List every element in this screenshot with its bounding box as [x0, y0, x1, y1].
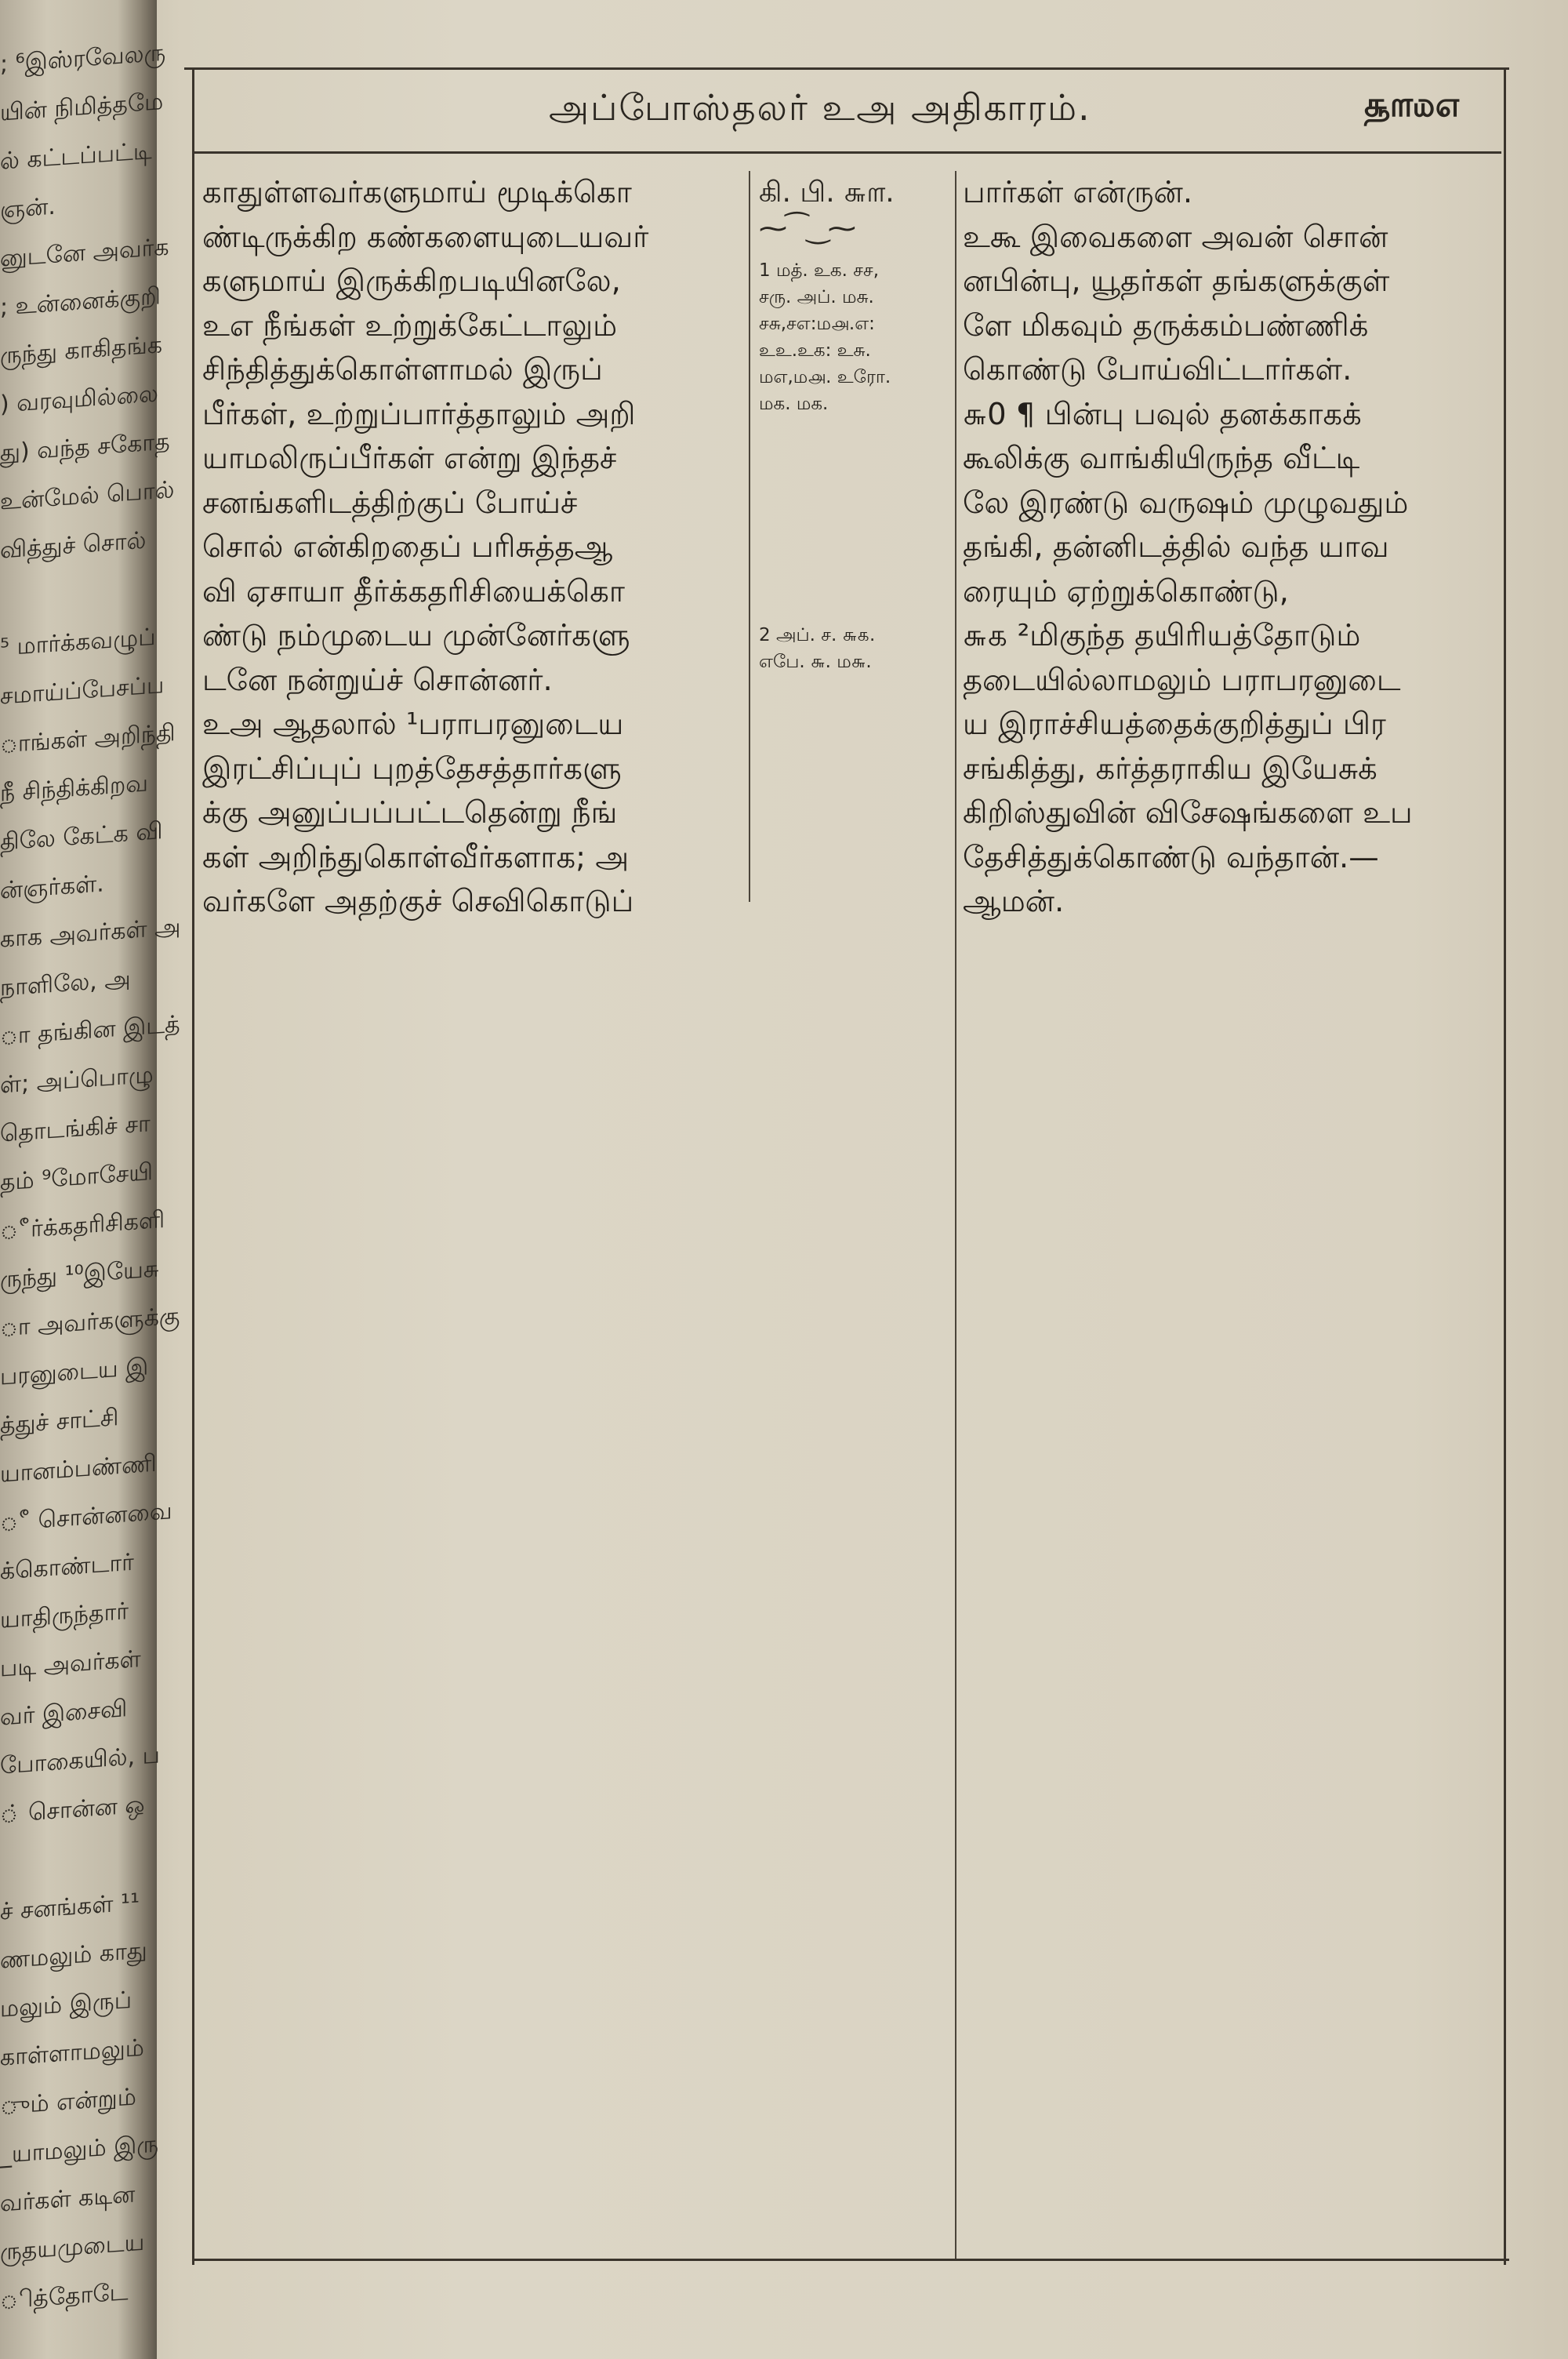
gutter-text-line: ணமலும் காது	[0, 1936, 147, 1975]
gutter-text-line: ருதயமுடைய	[0, 2228, 145, 2266]
gutter-text-line: னுடனே அவர்க	[0, 233, 169, 273]
gutter-text-line: யின் நிமித்தமே	[0, 88, 164, 127]
text-line: உகூ இவைகளை அவன் சொன்	[963, 219, 1388, 255]
text-line: கிறிஸ்துவின் விசேஷங்களை உப	[963, 795, 1413, 831]
right-text-column	[963, 171, 1500, 925]
text-line: பீர்கள், உற்றுப்பார்த்தாலும் அறி	[202, 396, 636, 432]
text-line: க்கு அனுப்பப்பட்டதென்று நீங்	[202, 795, 618, 831]
gutter-text-line: ா தங்கின இடத்	[0, 1010, 180, 1051]
gutter-text-line: வர்கள் கடின	[0, 2180, 136, 2218]
text-line: பார்கள் என்ருன்.	[963, 175, 1193, 210]
text-line: உஎ நீங்கள் உற்றுக்கேட்டாலும்	[202, 307, 618, 343]
text-line: கள் அறிந்துகொள்வீர்களாக; அ	[202, 839, 630, 875]
cross-reference-line: 2 அப். ச. ௬௧.	[759, 625, 876, 645]
gutter-text-line: ள்; அப்பொழு	[0, 1060, 154, 1100]
text-line: ௬0 ¶ பின்பு பவுல் தனக்காகக்	[963, 396, 1362, 432]
gutter-text-line: சமாய்ப்பேசப்ப	[0, 671, 165, 711]
gutter-text-line: த்துச் சாட்சி	[0, 1404, 119, 1440]
gutter-text-line: மலும் இருப்	[0, 1986, 132, 2023]
gutter-text-line: க்கொண்டார்	[0, 1548, 134, 1586]
page-number: ௲௱௰௭	[1364, 85, 1461, 125]
text-line: சங்கித்து, கர்த்தராகிய இயேசுக்	[963, 751, 1377, 787]
gutter-text-line: ருந்து காகிதங்க	[0, 331, 163, 370]
left-text-column	[202, 171, 747, 925]
column-divider-right	[955, 171, 956, 2259]
cross-references-group-1	[759, 257, 955, 417]
gutter-text-line: ித்தோடே	[0, 2278, 129, 2315]
text-line: சொல் என்கிறதைப் பரிசுத்தஆ	[202, 529, 613, 565]
gutter-text-line: வித்துச் சொல்	[0, 526, 147, 565]
text-line: தேசித்துக்கொண்டு வந்தான்.—	[963, 839, 1379, 875]
gutter-text-line: தொடங்கிச் சா	[0, 1110, 151, 1148]
gutter-text-line: தம் ⁹மோசேயி	[0, 1158, 154, 1197]
gutter-text-line: ீர்க்கதரிசிகளி	[0, 1205, 165, 1245]
gutter-text-line: ; உன்னைக்குறி	[0, 282, 161, 322]
text-line: வர்களே அதற்குச் செவிகொடுப்	[202, 884, 634, 919]
year-header: கி. பி. ௬௱.	[759, 176, 895, 209]
gutter-text-line: ) வரவுமில்லை	[0, 380, 158, 419]
gutter-text-line: ீ சொன்னவை	[0, 1497, 172, 1537]
text-line: ஆமன்.	[963, 884, 1065, 919]
gutter-text-line: காள்ளாமலும்	[0, 2034, 144, 2072]
text-line: ௬௧ ²மிகுந்த தயிரியத்தோடும்	[963, 618, 1361, 653]
gutter-text-line: ஞன்.	[0, 192, 56, 224]
gutter-text-line: _யாமலும் இரு	[0, 2130, 159, 2169]
text-line: லே இரண்டு வருஷம் முழுவதும்	[963, 485, 1409, 521]
text-line: ரையும் ஏற்றுக்கொண்டு,	[963, 573, 1289, 609]
ornament-flourish: ⁓⁀‿⁓	[759, 213, 855, 245]
text-line: கொண்டு போய்விட்டார்கள்.	[963, 352, 1352, 387]
gutter-text-line: உன்மேல் பொல்	[0, 476, 175, 516]
gutter-text-line: ் சொன்ன ஒ	[0, 1790, 145, 1829]
gutter-text-line: யாதிருந்தார்	[0, 1598, 129, 1634]
text-line: ண்டிருக்கிற கண்களையுடையவர்	[202, 219, 649, 255]
gutter-text-line: பரனுடைய இ	[0, 1353, 149, 1391]
text-line: ண்டு நம்முடைய முன்னேர்களு	[202, 618, 630, 653]
text-line: சனங்களிடத்திற்குப் போய்ச்	[202, 485, 578, 521]
gutter-text-line: ; ⁶இஸ்ரவேலரு	[0, 38, 166, 78]
cross-reference-line: மஎ,ம௮. உரோ.	[759, 367, 891, 387]
text-line: கூலிக்கு வாங்கியிருந்த வீட்டி	[963, 441, 1360, 476]
gutter-text-line: து) வந்த சகோத	[0, 427, 170, 467]
text-line: உஅ ஆதலால் ¹பராபரனுடைய	[202, 707, 624, 742]
cross-reference-line: உஉ.உக: உசு.	[759, 340, 871, 361]
column-divider-left	[749, 171, 750, 902]
cross-reference-line: 1 மத். உக. சச,	[759, 260, 880, 281]
gutter-text-line: ும் என்றும்	[0, 2083, 136, 2121]
gutter-text-line: நாளிலே, அ	[0, 965, 131, 1002]
gutter-text-line: ல் கட்டப்பட்டி	[0, 137, 152, 176]
header-rule	[192, 151, 1501, 154]
text-line: யாமலிருப்பீர்கள் என்று இந்தச்	[202, 441, 617, 476]
gutter-text-line: திலே கேட்க வி	[0, 817, 163, 856]
gutter-text-line	[0, 575, 149, 585]
adjacent-page-gutter	[0, 0, 181, 2359]
gutter-text-line: ருந்து ¹⁰இயேசு	[0, 1255, 159, 1294]
gutter-text-line	[0, 1839, 149, 1849]
text-line: வி ஏசாயா தீர்க்கதரிசியைக்கொ	[202, 573, 625, 609]
gutter-text-line: ⁵ மார்க்கவழுப்	[0, 623, 156, 662]
gutter-text-line: ா அவர்களுக்கு	[0, 1302, 180, 1343]
gutter-text-line: நீ சிந்திக்கிறவ	[0, 769, 148, 808]
gutter-text-line: போகையில், ப	[0, 1741, 160, 1780]
gutter-text-line: யானம்பண்ணி	[0, 1449, 157, 1488]
text-line: சிந்தித்துக்கொள்ளாமல் இருப்	[202, 352, 603, 387]
gutter-text-line: ச் சனங்கள் ¹¹	[0, 1888, 140, 1926]
text-line: களுமாய் இருக்கிறபடியினலே,	[202, 264, 621, 299]
gutter-text-line: ாங்கள் அறிந்தி	[0, 719, 176, 759]
gutter-text-line: வர் இசைவி	[0, 1695, 128, 1732]
gutter-text-line: காக அவர்கள் அ	[0, 913, 181, 954]
text-line: டனே நன்றுய்ச் சொன்னர்.	[202, 662, 553, 698]
cross-reference-line: சசு,சஎ:ம௮.எ:	[759, 314, 875, 334]
cross-references-group-2	[759, 622, 955, 675]
gutter-text-line: ன்ஞர்கள்.	[0, 870, 104, 905]
cross-reference-column	[759, 171, 955, 672]
text-line: ய இராச்சியத்தைக்குறித்துப் பிர	[963, 707, 1386, 742]
text-line: ளே மிகவும் தருக்கம்பண்ணிக்	[963, 307, 1369, 343]
running-header-title: அப்போஸ்தலர் உஅ அதிகாரம்.	[549, 86, 1091, 129]
gutter-text-line: படி அவர்கள்	[0, 1645, 141, 1683]
text-line: தடையில்லாமலும் பராபரனுடை	[963, 662, 1401, 698]
cross-reference-line: சரு. அப். மசு.	[759, 287, 874, 307]
text-line: தங்கி, தன்னிடத்தில் வந்த யாவ	[963, 529, 1389, 565]
cross-reference-line: எபே. ௬. ம௬.	[759, 652, 872, 672]
cross-reference-line: மக. மக.	[759, 394, 829, 414]
text-line: னபின்பு, யூதர்கள் தங்களுக்குள்	[963, 264, 1390, 299]
bottom-rule	[192, 2259, 1509, 2261]
text-line: காதுள்ளவர்களுமாய் மூடிக்கொ	[202, 175, 632, 210]
text-line: இரட்சிப்புப் புறத்தேசத்தார்களு	[202, 751, 622, 787]
